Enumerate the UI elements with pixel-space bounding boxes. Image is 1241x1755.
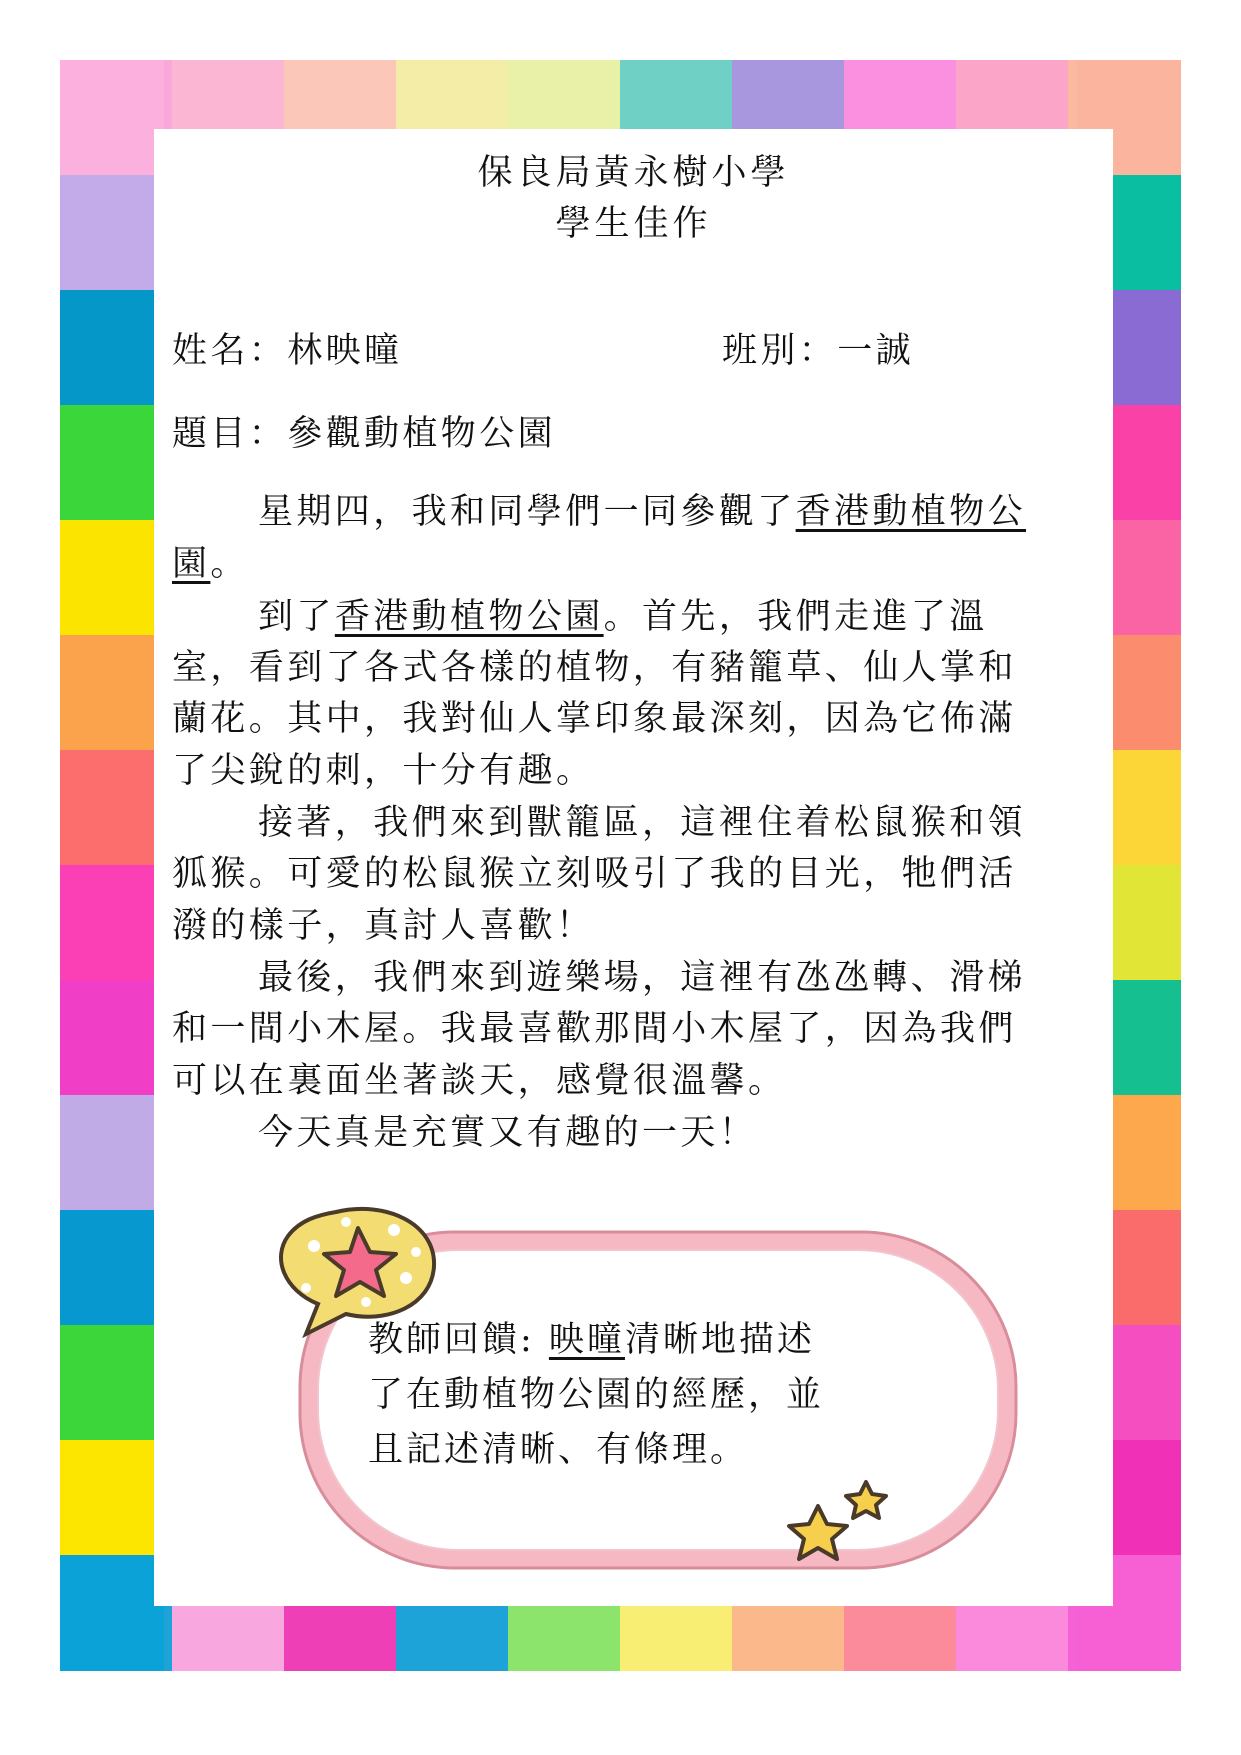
essay-line: 可以在裏面坐著談天，感覺很溫馨。 [172, 1061, 787, 1101]
border-tile [60, 290, 164, 406]
essay-line: 狐猴。可愛的松鼠猴立刻吸引了我的目光，牠們活 [172, 854, 1017, 894]
topic-row [172, 414, 556, 454]
border-tile [60, 1210, 164, 1326]
border-tile [60, 980, 164, 1096]
essay-line: 接著，我們來到獸籠區，這裡住着松鼠猴和領 [258, 803, 1027, 843]
student-name-row [172, 331, 402, 371]
essay-line: 最後，我們來到遊樂場，這裡有氹氹轉、滑梯 [258, 958, 1027, 998]
essay-text: 。首先，我們走進了溫 [603, 597, 988, 637]
border-tile [60, 865, 164, 981]
place-name: 園 [172, 544, 211, 584]
border-tile [60, 635, 164, 751]
topic-label: 題目： [172, 414, 288, 454]
page-subtitle: 學生佳作 [555, 204, 712, 244]
essay-line: 室，看到了各式各樣的植物，有豬籠草、仙人掌和 [172, 648, 1017, 688]
feedback-label: 教師回饋: [368, 1320, 549, 1360]
essay-line: 了尖銳的刺，十分有趣。 [172, 751, 595, 791]
name-label: 姓名： [172, 331, 288, 371]
essay-text: 到了 [258, 597, 335, 637]
border-tile [60, 520, 164, 636]
border-tile [60, 1325, 164, 1441]
feedback-text: 清晰地描述 [624, 1320, 815, 1360]
border-tile [60, 60, 164, 176]
student-class: 一誠 [837, 331, 915, 371]
border-tile [60, 750, 164, 866]
essay-line: 蘭花。其中，我對仙人掌印象最深刻，因為它佈滿 [172, 699, 1017, 739]
essay-text: 星期四，我和同學們一同參觀了 [258, 492, 796, 532]
essay-line [172, 544, 249, 584]
border-tile [60, 1440, 164, 1556]
school-name: 保良局黃永樹小學 [477, 153, 790, 193]
border-tile [60, 175, 164, 291]
feedback-line: 了在動植物公園的經歷，並 [368, 1375, 825, 1415]
border-tile [60, 405, 164, 521]
feedback-line [368, 1320, 815, 1360]
student-class-row [722, 331, 914, 371]
essay-line: 今天真是充實又有趣的一天！ [258, 1113, 758, 1153]
border-tile [60, 1555, 164, 1671]
essay-line [258, 492, 1026, 532]
feedback-line: 且記述清晰、有條理。 [368, 1430, 749, 1470]
student-name: 林映曈 [287, 331, 403, 371]
essay-line: 潑的樣子，真討人喜歡！ [172, 906, 595, 946]
class-label: 班別： [722, 331, 838, 371]
feedback-student-name: 映曈 [548, 1320, 625, 1360]
topic-value: 參觀動植物公園 [287, 414, 557, 454]
border-tile [60, 1095, 164, 1211]
essay-line [258, 597, 988, 637]
essay-text: 。 [210, 544, 249, 584]
place-name: 香港動植物公園 [334, 597, 604, 637]
essay-line: 和一間小木屋。我最喜歡那間小木屋了，因為我們 [172, 1009, 1017, 1049]
place-name: 香港動植物公 [795, 492, 1027, 532]
